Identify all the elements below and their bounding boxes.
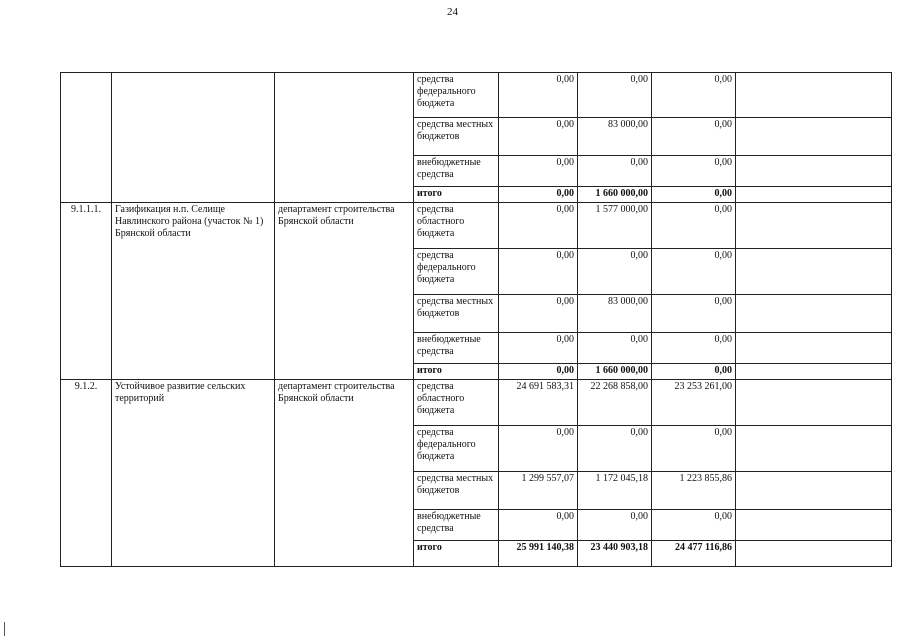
amount-year-2: 0,00 [578,249,652,295]
amount-year-2: 1 660 000,00 [578,364,652,380]
table-row [61,73,892,118]
amount-year-1: 0,00 [499,510,578,541]
empty-cell [736,364,892,380]
amount-year-3: 0,00 [652,510,736,541]
funding-source: средства местных бюджетов [414,118,499,156]
amount-year-2: 83 000,00 [578,295,652,333]
amount-year-2: 0,00 [578,156,652,187]
amount-year-3: 0,00 [652,426,736,472]
amount-year-3: 0,00 [652,156,736,187]
empty-cell [736,187,892,203]
item-executor: департамент строительства Брянской области [275,380,414,567]
total-label: итого [414,187,499,203]
amount-year-1: 24 691 583,31 [499,380,578,426]
amount-year-3: 0,00 [652,295,736,333]
empty-cell [736,118,892,156]
amount-year-2: 0,00 [578,510,652,541]
funding-source: средства местных бюджетов [414,295,499,333]
item-executor [275,73,414,203]
table-row [61,203,892,249]
item-name: Газификация н.п. Селище Навлинского района (участок № 1) Брянской области [112,203,275,380]
amount-year-1: 0,00 [499,295,578,333]
margin-mark [4,622,5,636]
funding-source: средства областного бюджета [414,203,499,249]
funding-source: средства федерального бюджета [414,426,499,472]
empty-cell [736,510,892,541]
amount-year-3: 0,00 [652,364,736,380]
amount-year-1: 0,00 [499,333,578,364]
item-executor: департамент строительства Брянской области [275,203,414,380]
amount-year-2: 0,00 [578,333,652,364]
amount-year-2: 0,00 [578,426,652,472]
amount-year-2: 23 440 903,18 [578,541,652,567]
amount-year-2: 83 000,00 [578,118,652,156]
amount-year-3: 0,00 [652,203,736,249]
amount-year-2: 0,00 [578,73,652,118]
funding-source: средства федерального бюджета [414,73,499,118]
amount-year-1: 0,00 [499,203,578,249]
empty-cell [736,295,892,333]
empty-cell [736,73,892,118]
amount-year-1: 25 991 140,38 [499,541,578,567]
empty-cell [736,156,892,187]
amount-year-1: 0,00 [499,118,578,156]
amount-year-1: 1 299 557,07 [499,472,578,510]
page-number: 24 [447,6,458,18]
funding-source: средства областного бюджета [414,380,499,426]
empty-cell [736,426,892,472]
item-name: Устойчивое развитие сельских территорий [112,380,275,567]
amount-year-1: 0,00 [499,364,578,380]
total-label: итого [414,364,499,380]
amount-year-2: 1 660 000,00 [578,187,652,203]
funding-source: внебюджетные средства [414,333,499,364]
amount-year-1: 0,00 [499,249,578,295]
amount-year-1: 0,00 [499,187,578,203]
funding-table [60,72,892,567]
amount-year-1: 0,00 [499,156,578,187]
empty-cell [736,203,892,249]
empty-cell [736,333,892,364]
amount-year-3: 23 253 261,00 [652,380,736,426]
amount-year-2: 22 268 858,00 [578,380,652,426]
funding-source: средства местных бюджетов [414,472,499,510]
amount-year-3: 0,00 [652,249,736,295]
item-code [61,73,112,203]
amount-year-3: 0,00 [652,333,736,364]
empty-cell [736,472,892,510]
item-code: 9.1.2. [61,380,112,567]
amount-year-3: 24 477 116,86 [652,541,736,567]
amount-year-3: 0,00 [652,73,736,118]
amount-year-3: 0,00 [652,187,736,203]
amount-year-1: 0,00 [499,73,578,118]
empty-cell [736,249,892,295]
funding-source: внебюджетные средства [414,156,499,187]
item-code: 9.1.1.1. [61,203,112,380]
amount-year-1: 0,00 [499,426,578,472]
amount-year-3: 1 223 855,86 [652,472,736,510]
table-row [61,380,892,426]
item-name [112,73,275,203]
empty-cell [736,541,892,567]
amount-year-2: 1 577 000,00 [578,203,652,249]
empty-cell [736,380,892,426]
total-label: итого [414,541,499,567]
amount-year-3: 0,00 [652,118,736,156]
funding-source: средства федерального бюджета [414,249,499,295]
funding-source: внебюджетные средства [414,510,499,541]
amount-year-2: 1 172 045,18 [578,472,652,510]
